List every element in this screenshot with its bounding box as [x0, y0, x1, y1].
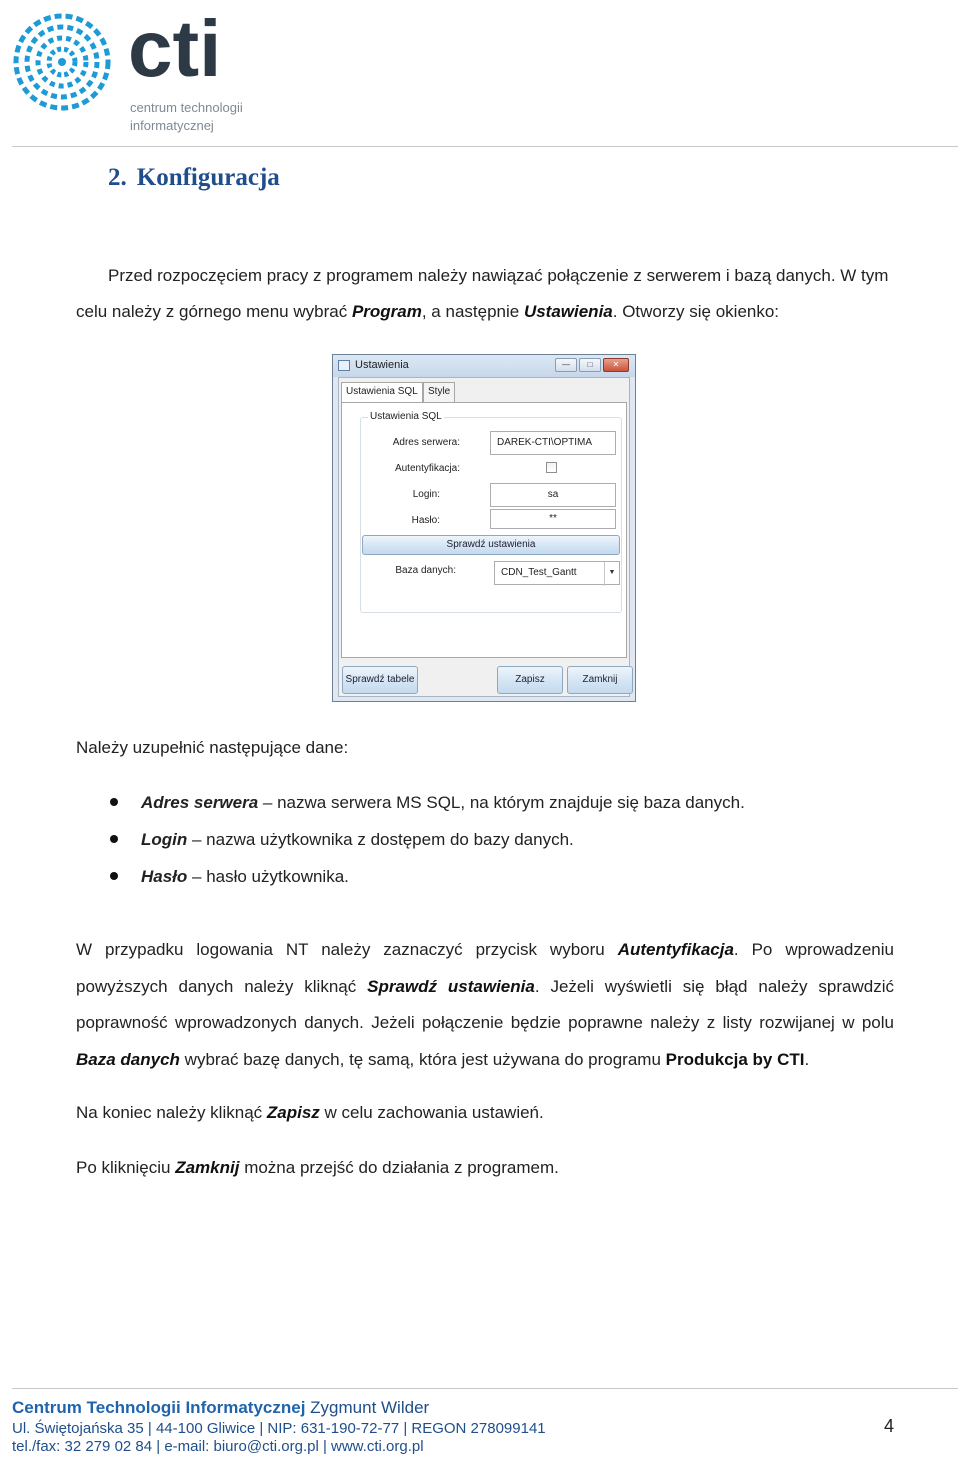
password-label: Hasło: — [411, 515, 440, 526]
database-select[interactable] — [494, 561, 620, 585]
tab-style[interactable]: Style — [423, 382, 455, 402]
auth-paragraph — [76, 932, 894, 1078]
logo-subtitle-line2: informatycznej — [130, 118, 214, 133]
auth-term-product: Produkcja by CTI — [665, 1049, 805, 1069]
page-number: 4 — [884, 1416, 895, 1436]
section-title: Konfiguracja — [136, 164, 280, 191]
section-number: 2. — [108, 164, 127, 191]
bullet-desc: – nazwa serwera MS SQL, na którym znajduje się baza danych. — [258, 793, 745, 812]
login-input[interactable]: sa — [490, 483, 616, 507]
auth-text-2: . Po wprowadzeniu powyższych danych należy kliknąć — [76, 940, 894, 996]
server-label: Adres serwera: — [392, 437, 460, 448]
maximize-icon[interactable]: □ — [579, 358, 601, 372]
dialog-body — [338, 377, 630, 697]
intro-ustawienia-term: Ustawienia — [523, 302, 613, 321]
window-icon — [338, 360, 350, 371]
save-paragraph — [76, 1095, 896, 1131]
intro-paragraph — [76, 258, 904, 330]
login-label: Login: — [412, 489, 440, 500]
bullet-term: Adres serwera — [141, 793, 259, 812]
list-item — [110, 821, 910, 858]
footer-company-name: Centrum Technologii Informatycznej — [12, 1398, 306, 1417]
check-settings-button[interactable]: Sprawdź ustawienia — [362, 535, 620, 555]
auth-text-4: wybrać bazę danych, tę samą, która jest używana do programu — [179, 1049, 666, 1069]
database-label: Baza danych: — [395, 565, 456, 576]
section-heading — [108, 164, 280, 192]
header-divider — [12, 146, 958, 147]
close-button[interactable]: Zamknij — [567, 666, 633, 694]
bullet-desc: – nazwa użytkownika z dostępem do bazy danych. — [187, 830, 574, 849]
check-tables-button[interactable]: Sprawdź tabele — [342, 666, 418, 694]
close-text-1: Po kliknięciu — [76, 1158, 176, 1177]
bullet-desc: – hasło użytkownika. — [187, 867, 349, 886]
save-text-2: w celu zachowania ustawień. — [319, 1103, 544, 1122]
dialog-title: Ustawienia — [355, 359, 409, 371]
settings-dialog — [332, 354, 636, 702]
dialog-titlebar — [333, 355, 635, 377]
minimize-icon[interactable]: — — [555, 358, 577, 372]
close-term: Zamknij — [175, 1158, 240, 1177]
close-text-2: można przejść do działania z programem. — [239, 1158, 559, 1177]
logo-subtitle-line1: centrum technologii — [130, 100, 243, 115]
intro-text-2: , a następnie — [421, 302, 524, 321]
cti-wordmark-text: cti — [128, 14, 222, 84]
database-selected-value: CDN_Test_Gantt — [501, 567, 577, 578]
footer-company-owner: Zygmunt Wilder — [305, 1398, 430, 1417]
footer-divider — [12, 1388, 958, 1389]
auth-term-check: Sprawdź ustawienia — [367, 976, 535, 996]
close-paragraph — [76, 1150, 896, 1186]
server-input[interactable]: DAREK-CTI\OPTIMA — [490, 431, 616, 455]
close-icon[interactable]: ✕ — [603, 358, 629, 372]
footer-company — [12, 1399, 429, 1417]
fields-list — [110, 784, 910, 895]
footer-contact: tel./fax: 32 279 02 84 | e-mail: biuro@cti.org.pl | www.cti.org.pl — [12, 1438, 424, 1455]
intro-text-1: Przed rozpoczęciem pracy z programem należy nawiązać połączenie z serwerem i bazą danych. W tym celu należy z górnego menu wybrać — [76, 266, 889, 321]
group-title: Ustawienia SQL — [370, 411, 442, 422]
tab-panel — [341, 402, 627, 658]
intro-text-3: . Otworzy się okienko: — [612, 302, 780, 321]
tab-sql-settings[interactable]: Ustawienia SQL — [341, 382, 423, 403]
footer-address: Ul. Świętojańska 35 | 44-100 Gliwice | NIP: 631-190-72-77 | REGON 278099141 — [12, 1420, 546, 1437]
auth-checkbox[interactable] — [546, 462, 557, 473]
password-input[interactable]: ** — [490, 509, 616, 529]
cti-wordmark — [128, 14, 268, 84]
auth-text-5: . — [804, 1049, 810, 1069]
bullet-term: Hasło — [141, 867, 188, 886]
save-button[interactable]: Zapisz — [497, 666, 563, 694]
auth-label: Autentyfikacja: — [394, 463, 460, 474]
intro-program-term: Program — [351, 302, 422, 321]
chevron-down-icon[interactable]: ▼ — [604, 562, 619, 586]
list-item — [110, 858, 910, 895]
cti-logo-icon — [10, 10, 114, 114]
list-item — [110, 784, 910, 821]
save-text-1: Na koniec należy kliknąć — [76, 1103, 267, 1122]
auth-term-database: Baza danych — [76, 1049, 180, 1069]
save-term: Zapisz — [266, 1103, 320, 1122]
bullet-term: Login — [141, 830, 188, 849]
auth-text-1: W przypadku logowania NT należy zaznaczyć przycisk wyboru — [76, 940, 618, 959]
fill-intro-text: Należy uzupełnić następujące dane: — [76, 738, 349, 757]
auth-text-3: . Jeżeli wyświetli się błąd należy sprawdzić poprawność wprowadzonych danych. Jeżeli połączenie będzie poprawne należy z listy rozwijanej w polu — [76, 976, 894, 1032]
auth-term-autentyfikacja: Autentyfikacja — [617, 940, 734, 959]
